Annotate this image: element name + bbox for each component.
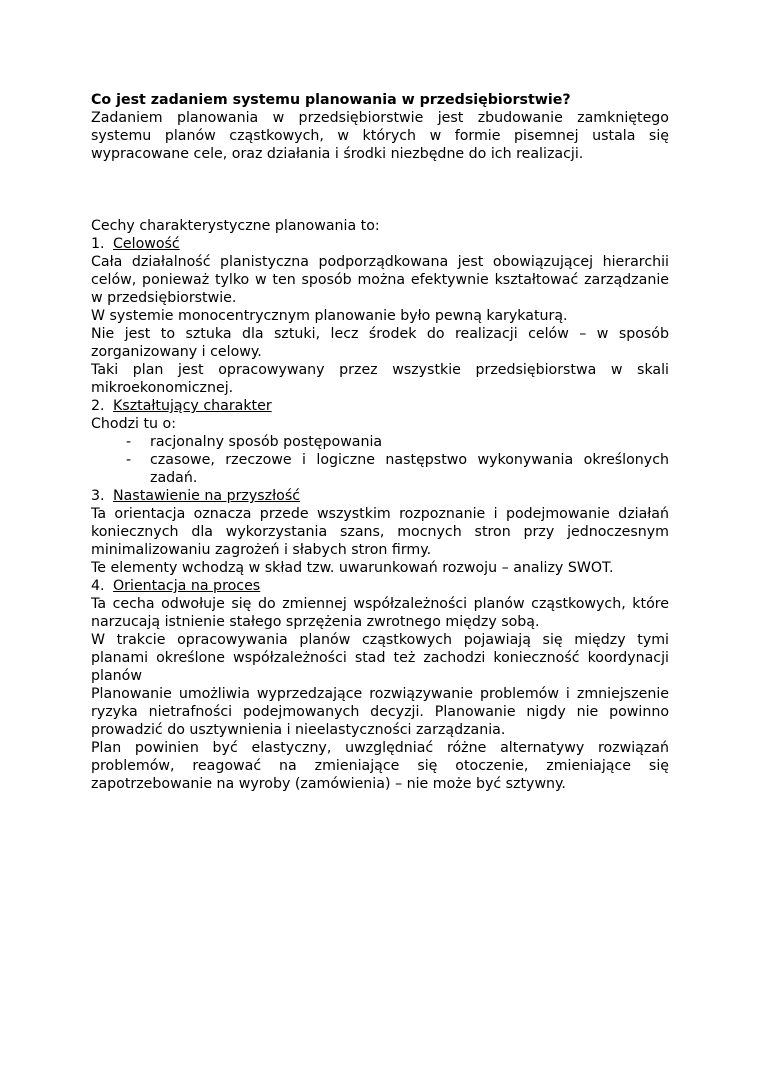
section-1-paragraph: Taki plan jest opracowywany przez wszystkie przedsiębiorstwa w skali mikroekonomicznej. — [91, 362, 669, 396]
section-1-number: 1. — [91, 236, 105, 252]
list-item — [91, 451, 669, 487]
section-3-paragraph: Te elementy wchodzą w skład tzw. uwarunkowań rozwoju – analizy SWOT. — [91, 560, 614, 576]
list-item-text: czasowe, rzeczowe i logiczne następstwo wykonywania określonych zadań. — [150, 452, 669, 486]
dash-marker: - — [126, 452, 132, 468]
document-body — [91, 91, 669, 793]
section-4-paragraph: W trakcie opracowywania planów cząstkowych pojawiają się między tymi planami określone współzależności stad też zachodzi konieczność koordynacji planów — [91, 632, 669, 684]
section-3-title: Nastawienie na przyszłość — [113, 488, 301, 504]
section-4-paragraph: Plan powinien być elastyczny, uwzględniać różne alternatywy rozwiązań problemów, reagować na zmieniające się otoczenie, zmieniające się zapotrzebowanie na wyroby (zamówienia) – nie może być sztywny. — [91, 740, 669, 792]
section-2-lead: Chodzi tu o: — [91, 416, 177, 432]
section-3-paragraph: Ta orientacja oznacza przede wszystkim rozpoznanie i podejmowanie działań koniecznych dla wykorzystania szans, mocnych stron przy jednoczesnym minimalizowaniu zagrożeń i słabych stron firmy. — [91, 506, 669, 558]
section-4-paragraph: Ta cecha odwołuje się do zmiennej współzależności planów cząstkowych, które narzucają istnienie stałego sprzężenia zwrotnego między sobą. — [91, 596, 669, 630]
section-2-number: 2. — [91, 398, 105, 414]
spacer — [91, 163, 669, 217]
section-2-heading — [91, 397, 669, 415]
list-item — [91, 433, 669, 451]
list-item-text: racjonalny sposób postępowania — [150, 434, 383, 450]
question-heading: Co jest zadaniem systemu planowania w przedsiębiorstwie? — [91, 92, 571, 108]
section-1-title: Celowość — [113, 236, 180, 252]
section-4-title: Orientacja na proces — [113, 578, 261, 594]
section-1-paragraph: Cała działalność planistyczna podporządkowana jest obowiązującej hierarchii celów, ponieważ tylko w ten sposób można efektywnie kształtować zarządzanie w przedsiębiorstwie. — [91, 254, 669, 306]
section-1-paragraph: W systemie monocentrycznym planowanie było pewną karykaturą. — [91, 308, 568, 324]
features-intro: Cechy charakterystyczne planowania to: — [91, 218, 380, 234]
section-4-heading — [91, 577, 669, 595]
section-3-number: 3. — [91, 488, 105, 504]
section-1-paragraph: Nie jest to sztuka dla sztuki, lecz środek do realizacji celów – w sposób zorganizowany i celowy. — [91, 326, 669, 360]
dash-marker: - — [126, 434, 132, 450]
intro-paragraph: Zadaniem planowania w przedsiębiorstwie jest zbudowanie zamkniętego systemu planów cząstkowych, w których w formie pisemnej ustala się wypracowane cele, oraz działania i środki niezbędne do ich realizacji. — [91, 110, 669, 162]
section-3-heading — [91, 487, 669, 505]
section-4-number: 4. — [91, 578, 105, 594]
section-1-heading — [91, 235, 669, 253]
section-4-paragraph: Planowanie umożliwia wyprzedzające rozwiązywanie problemów i zmniejszenie ryzyka nietrafności podejmowanych decyzji. Planowanie nigdy nie powinno prowadzić do usztywnienia i nieelastyczności zarządzania. — [91, 686, 669, 738]
section-2-title: Kształtujący charakter — [113, 398, 272, 414]
